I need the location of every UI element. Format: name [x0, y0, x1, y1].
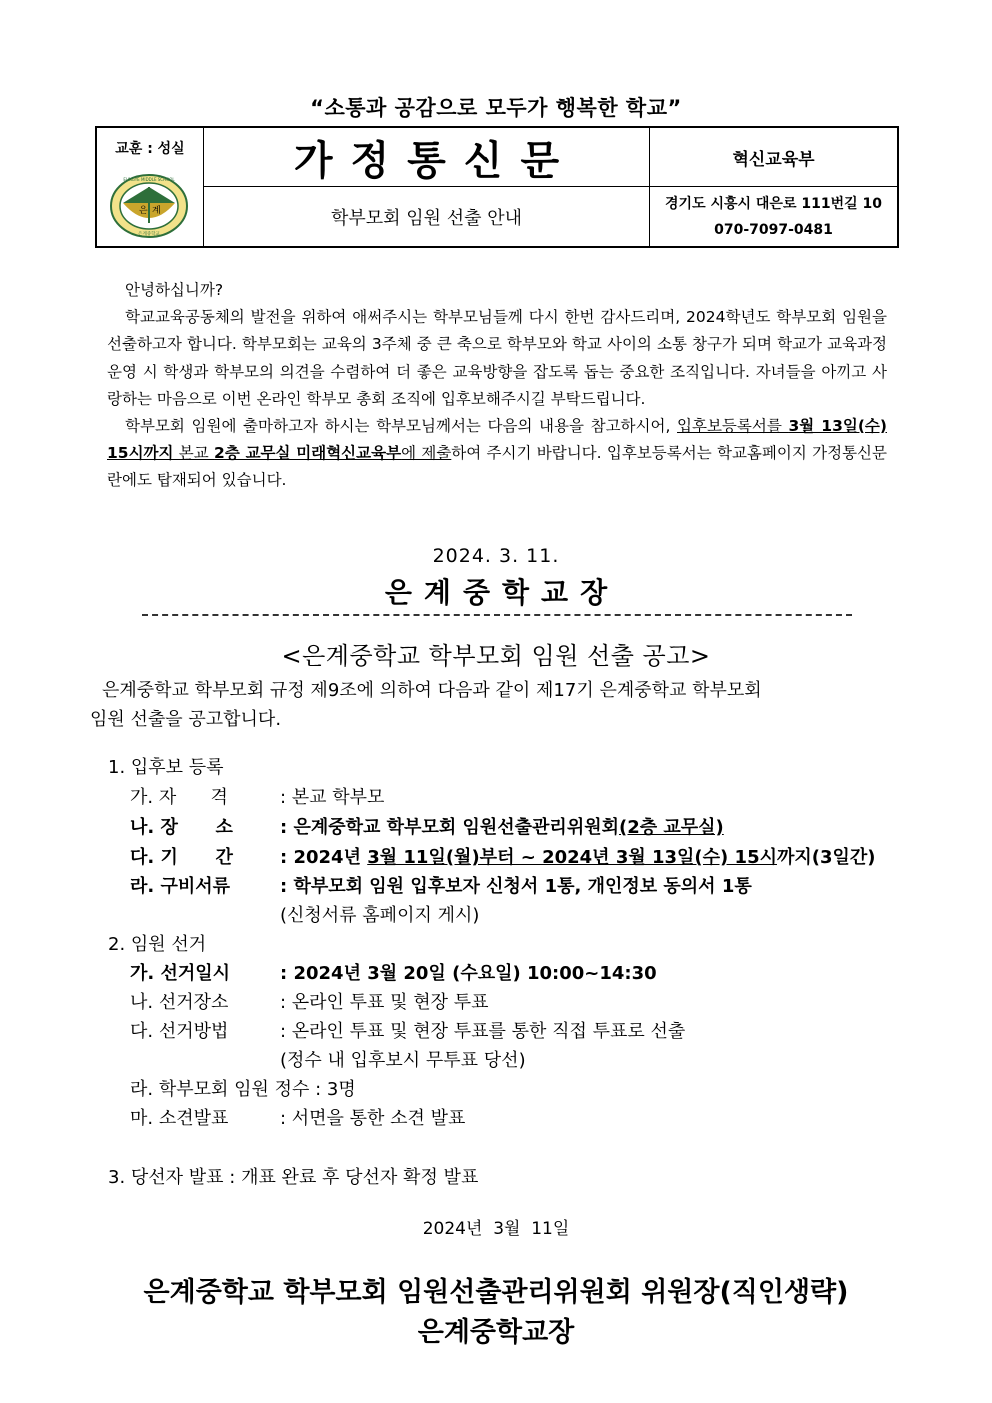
s2e-label: 마. 소견발표 — [130, 1108, 229, 1129]
department: 혁신교육부 — [650, 128, 897, 187]
deadline-text: 3월 13일(수) 15시까지 — [107, 417, 887, 463]
notice-intro — [90, 676, 902, 734]
logo-char-left: 은 — [139, 206, 148, 216]
school-motto: 교훈 : 성실 — [115, 141, 185, 157]
letter-signer: 은계중학교장 — [384, 576, 620, 609]
paragraph-1: 학교교육공동체의 발전을 위하여 애써주시는 학부모님들께 다시 한번 감사드리며, 2024학년도 학부모회 임원을 선출하고자 합니다. 학부모회는 교육의 3주체 중 큰 축으로 학부모와 학교 사이의 소통 창구가 되며 학교가 교육과정 운영 시 학생과 학부모의 의견을 수렴하여 더 좋은 교육방향을 잡도록 돕는 중요한 조직입니다. 자녀들을 아끼고 사랑하는 마음으로 이번 온라인 학부모 총회 조직에 입후보해주시길 부탁드립니다. — [107, 308, 887, 408]
greeting: 안녕하십니까? — [125, 281, 224, 299]
committee-signature: 은계중학교 학부모회 임원선출관리위원회 위원장(직인생략) — [143, 1277, 849, 1308]
dashed-divider — [142, 614, 852, 616]
paragraph-2 — [107, 413, 887, 495]
s1-item-b — [130, 813, 724, 839]
s1c-value-b: 3월 11일(월)부터 ~ 2024년 3월 13일(수) 15시 — [367, 847, 777, 868]
s1-item-a — [130, 783, 384, 809]
section-3: 3. 당선자 발표 : 개표 완료 후 당선자 확정 발표 — [108, 1167, 479, 1188]
letter-body — [107, 277, 887, 495]
school-motto-cell — [97, 128, 204, 246]
s1a-label: 가. 자 격 — [130, 787, 228, 808]
school-address: 경기도 시흥시 대은로 111번길 10 — [665, 195, 882, 212]
s1b-value-b: (2층 교무실) — [618, 817, 724, 838]
p2-text-f: 에 제출 — [401, 444, 452, 463]
s2-item-e — [130, 1104, 465, 1130]
s1d-value-2: (신청서류 홈페이지 게시) — [280, 905, 480, 926]
s2c-label: 다. 선거방법 — [130, 1021, 229, 1042]
logo-char-right: 계 — [152, 206, 161, 216]
s2c-value-2: (정수 내 입후보시 무투표 당선) — [280, 1050, 526, 1071]
header-table — [95, 126, 899, 248]
p2-text-d: 본교 — [173, 444, 215, 463]
newsletter-title: 가정통신문 — [293, 137, 578, 184]
s2c-value: : 온라인 투표 및 현장 투표를 통한 직접 투표로 선출 — [280, 1021, 686, 1042]
s1b-value-a: : 은계중학교 학부모회 임원선출관리위원회 — [280, 817, 619, 838]
principal-signature: 은계중학교장 — [417, 1317, 575, 1348]
school-slogan: “소통과 공감으로 모두가 행복한 학교” — [310, 96, 682, 120]
logo-top-text: EUNGYE MIDDLE SCHOOL — [123, 177, 175, 182]
s2-item-d: 라. 학부모회 임원 정수 : 3명 — [130, 1079, 356, 1100]
s1-item-c — [130, 843, 876, 869]
newsletter-subject: 학부모회 임원 선출 안내 — [204, 187, 650, 246]
s2a-value: : 2024년 3월 20일 (수요일) 10:00~14:30 — [280, 963, 657, 984]
s1c-value-c: 까지(3일간) — [776, 847, 876, 868]
s1a-value: : 본교 학부모 — [280, 787, 385, 808]
s2b-label: 나. 선거장소 — [130, 992, 229, 1013]
contact-cell — [650, 187, 897, 246]
s1b-label: 나. 장 소 — [130, 817, 233, 838]
school-phone: 070-7097-0481 — [714, 221, 833, 238]
notice-title: <은계중학교 학부모회 임원 선출 공고> — [281, 642, 711, 670]
p2-text-g: 하여 주시기 바랍니다. 입후보등록서는 학교홈페이지 가정통신문란에도 탑재되어 있습니다. — [107, 444, 887, 490]
s1c-label: 다. 기 간 — [130, 847, 233, 868]
s2b-value: : 온라인 투표 및 현장 투표 — [280, 992, 489, 1013]
notice-date: 2024년 3월 11일 — [422, 1219, 570, 1239]
logo-bottom-text: 은계중학교 — [138, 232, 160, 237]
s2e-value: : 서면을 통한 소견 발표 — [280, 1108, 466, 1129]
s1-item-d — [130, 872, 752, 898]
notice-intro-line-2: 임원 선출을 공고합니다. — [90, 709, 282, 730]
p2-text-a: 학부모회 임원에 출마하고자 하시는 학부모님께서는 다음의 내용을 참고하시어, — [125, 417, 678, 436]
s2-item-c — [130, 1017, 685, 1043]
section-2-heading: 2. 임원 선거 — [108, 934, 207, 955]
letter-date: 2024. 3. 11. — [432, 545, 560, 567]
s1c-value-a: : 2024년 — [280, 847, 368, 868]
s1d-value: : 학부모회 임원 입후보자 신청서 1통, 개인정보 동의서 1통 — [280, 876, 752, 897]
s2-item-b — [130, 988, 489, 1014]
submission-place: 2층 교무실 미래혁신교육부 — [214, 444, 402, 463]
s2-item-a — [130, 959, 657, 985]
s2a-label: 가. 선거일시 — [130, 963, 231, 984]
section-1-heading: 1. 입후보 등록 — [108, 757, 224, 778]
title-cell — [204, 128, 650, 187]
s1d-label: 라. 구비서류 — [130, 876, 231, 897]
notice-intro-line-1: 은계중학교 학부모회 규정 제9조에 의하여 다음과 같이 제17기 은계중학교 학부모회 — [102, 680, 762, 701]
p2-text-b: 입후보등록서를 — [677, 417, 789, 436]
school-logo — [109, 173, 189, 239]
